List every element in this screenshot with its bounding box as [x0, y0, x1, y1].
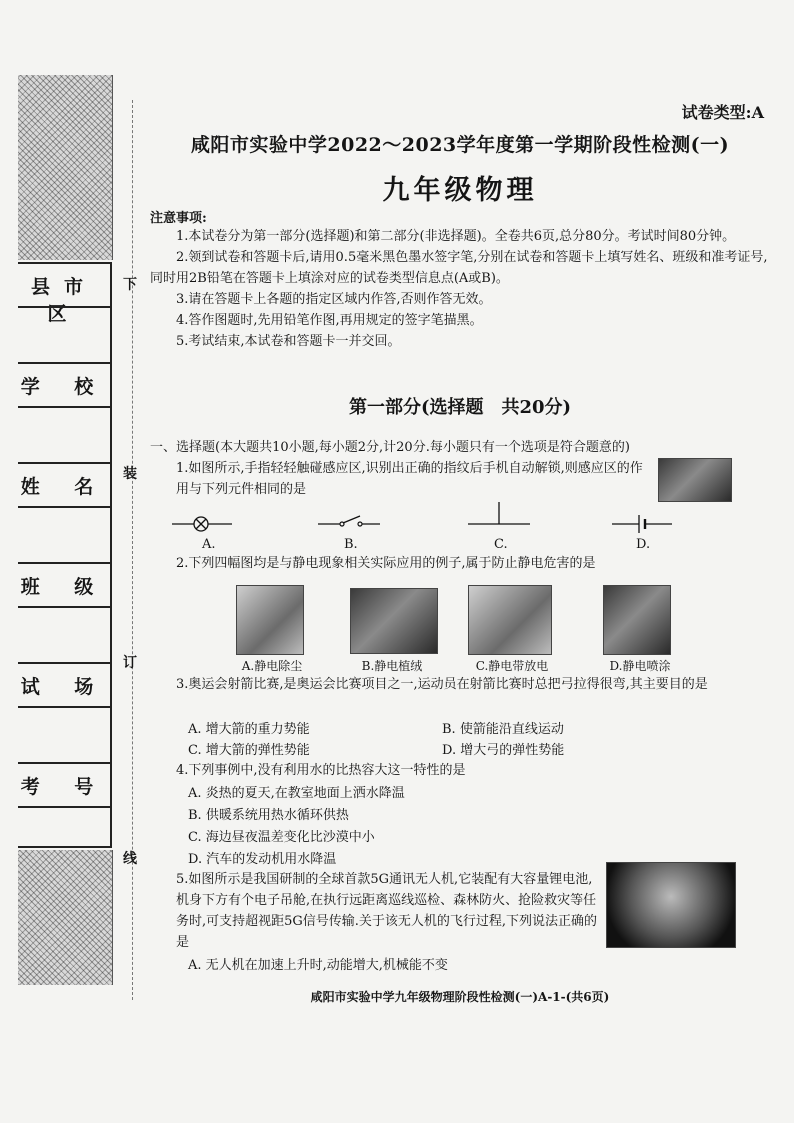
- notice-list: [150, 226, 770, 352]
- notice-item: 1.本试卷分为第一部分(选择题)和第二部分(非选择题)。全卷共6页,总分80分。考试时间80分钟。: [176, 229, 736, 244]
- notice-item: 2.领到试卷和答题卡后,请用0.5毫米黑色墨水签字笔,分别在试卷和答题卡上填写姓名、班级和准考证号,同时用2B铅笔在答题卡上填涂对应的试卷类型信息点(A或B)。: [150, 250, 768, 286]
- subject-title: 九年级物理: [382, 175, 538, 206]
- q3-option-a: A. 增大箭的重力势能: [188, 722, 310, 737]
- q3-option-c: C. 增大箭的弹性势能: [188, 743, 310, 758]
- battery-symbol: [610, 512, 680, 536]
- q4-option-c: C. 海边昼夜温差变化比沙漠中小: [188, 830, 375, 845]
- school-field-label: 学 校: [20, 376, 108, 398]
- binding-char-xia: 下: [123, 277, 137, 293]
- class-field-label: 班 级: [20, 576, 108, 598]
- exam-title: 咸阳市实验中学2022～2023学年度第一学期阶段性检测(一): [190, 134, 730, 156]
- exam-number-field-label: 考 号: [20, 776, 108, 798]
- q2-caption-b: B.静电植绒: [361, 659, 423, 673]
- phone-fingerprint-photo: [658, 458, 732, 502]
- notice-item: 5.考试结束,本试卷和答题卡一并交回。: [176, 334, 401, 349]
- notice-heading: 注意事项:: [150, 211, 207, 226]
- class-field-box: [18, 562, 112, 666]
- section-heading: 一、选择题(本大题共10小题,每小题2分,计20分.每小题只有一个选项是符合题意的): [150, 440, 630, 455]
- electrostatic-flocking-photo: [350, 588, 438, 654]
- margin-pattern-bottom: [18, 850, 113, 985]
- county-field-label: 县市区: [30, 276, 97, 325]
- exam-room-field-label: 试 场: [20, 676, 108, 698]
- page-footer: 咸阳市实验中学九年级物理阶段性检测(一)A-1-(共6页): [310, 990, 610, 1004]
- q4-option-d: D. 汽车的发动机用水降温: [188, 852, 337, 867]
- exam-room-field-box: [18, 662, 112, 766]
- part-one-title: 第一部分(选择题 共20分): [348, 397, 572, 418]
- switch-symbol: [316, 512, 386, 536]
- q4-option-a: A. 炎热的夏天,在教室地面上洒水降温: [188, 786, 405, 801]
- q2-caption-c: C.静电带放电: [475, 659, 549, 673]
- q2-caption-a: A.静电除尘: [241, 659, 303, 673]
- school-field-box: [18, 362, 112, 466]
- q1-option-d: D.: [636, 537, 651, 552]
- q2-caption-d: D.静电喷涂: [609, 659, 671, 673]
- paper-type-label: 试卷类型:A: [681, 103, 764, 122]
- name-field-label: 姓 名: [20, 476, 108, 498]
- notice-item: 3.请在答题卡上各题的指定区域内作答,否则作答无效。: [176, 292, 492, 307]
- binding-char-ding: 订: [123, 655, 137, 671]
- question-1-stem: 1.如图所示,手指轻轻触碰感应区,识别出正确的指纹后手机自动解锁,则感应区的作用与下列元件相同的是: [176, 461, 643, 497]
- q1-option-a: A.: [202, 537, 216, 552]
- question-3-stem: 3.奥运会射箭比赛,是奥运会比赛项目之一,运动员在射箭比赛时总把弓拉得很弯,其主要目的是: [176, 677, 708, 692]
- question-2-stem: 2.下列四幅图均是与静电现象相关实际应用的例子,属于防止静电危害的是: [176, 556, 596, 571]
- drone-photo: [606, 862, 736, 948]
- electrostatic-dust-removal-photo: [236, 585, 304, 655]
- exam-number-field-box: [18, 762, 112, 848]
- binding-char-zhuang: 装: [123, 466, 137, 482]
- question-5-stem: 5.如图所示是我国研制的全球首款5G通讯无人机,它装配有大容量锂电池,机身下方有个电子吊舱,在执行远距离巡线巡检、森林防火、抢险救灾等任务时,可支持超视距5G信号传输.关于该无人机的飞行过程,下列说法正确的是: [176, 872, 598, 950]
- county-field-box: [18, 262, 112, 366]
- q4-option-b: B. 供暖系统用热水循环供热: [188, 808, 349, 823]
- notice-item: 4.答作图题时,先用铅笔作图,再用规定的签字笔描黑。: [176, 313, 483, 328]
- q1-option-c: C.: [494, 537, 508, 552]
- q3-option-d: D. 增大弓的弹性势能: [442, 743, 565, 758]
- question-4-stem: 4.下列事例中,没有利用水的比热容大这一特性的是: [176, 763, 466, 778]
- junction-symbol: [466, 500, 536, 536]
- q1-option-b: B.: [344, 537, 358, 552]
- q5-option-a: A. 无人机在加速上升时,动能增大,机械能不变: [188, 958, 448, 973]
- margin-pattern-top: [18, 75, 113, 260]
- binding-char-xian: 线: [123, 851, 137, 867]
- electrostatic-spraying-photo: [603, 585, 671, 655]
- lamp-symbol: [170, 512, 240, 536]
- q3-option-b: B. 使箭能沿直线运动: [442, 722, 564, 737]
- static-discharge-truck-photo: [468, 585, 552, 655]
- name-field-box: [18, 462, 112, 566]
